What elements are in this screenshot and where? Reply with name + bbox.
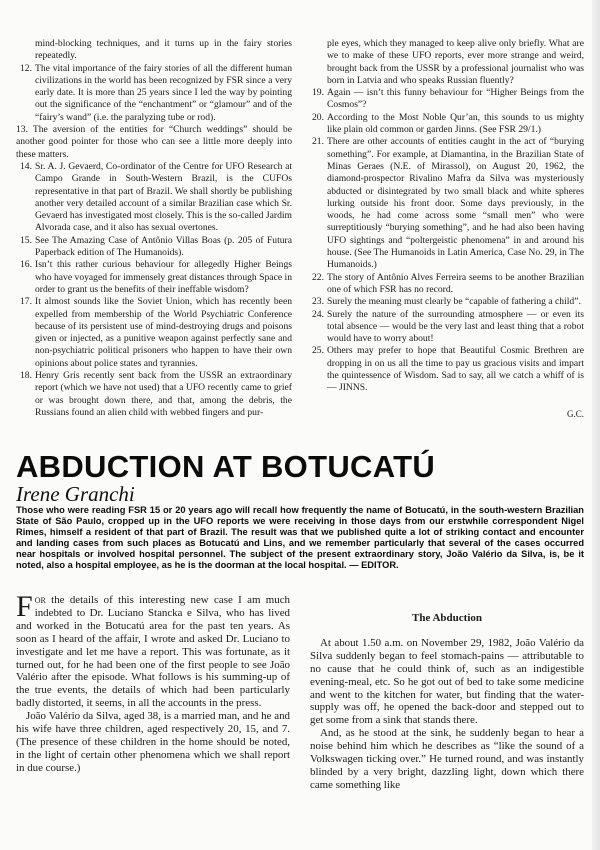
- footnote-continuation: mind-blocking techniques, and it turns up in the fairy stories repeatedly.: [35, 38, 292, 62]
- footnotes-signature: G.C.: [566, 408, 584, 419]
- footnote-15: 15. See The Amazing Case of Antônio Villas Boas (p. 205 of Futura Paperback edition of The Humanoids).: [20, 234, 292, 259]
- footnote-17: 17. It almost sounds like the Soviet Union, which has recently been expelled from membership of the World Psychiatric Conference because of its persistent use of mind-destroying drugs and poisons given or injected, as a punitive weapon against perfectly sane and non-psychiatric political prisoners who happen to have their own opinions about police states and tyrannies.: [20, 296, 292, 369]
- footnote-13: 13. The aversion of the entities for “Church weddings” should be another good pointer for those who can see a little more deeply into these matters.: [16, 124, 292, 160]
- article-author: Irene Granchi: [16, 482, 135, 506]
- page-edge-shadow: [592, 0, 600, 850]
- editor-intro: Those who were reading FSR 15 or 20 years ago will recall how frequently the name of Botucatú, in the south-western Brazilian State of São Paulo, cropped up in the UFO reports we were receiving in those days from our erstwhile correspondent Nigel Rimes, himself a resident of that part of Brazil. The result was that we published quite a lot of striking contact and encounter and landing cases from such places as Botucatú and Lins, and we remember particularly that several of the cases occurred near hospitals or involved hospital personnel. The subject of the present extraordinary story, João Valério da Silva, is, be it noted, also a hospital employee, as he is the doorman at the local hospital. — EDITOR.: [16, 505, 584, 571]
- footnotes-left-column: [16, 38, 292, 420]
- article-paragraph: João Valério da Silva, aged 38, is a married man, and he and his wife have three children, aged respectively 20, 15, and 7. (The presence of these children in the home should be noted, in the light of certain other phenomena which we shall report in due course.): [16, 710, 290, 774]
- footnote-21: 21. There are other accounts of entities caught in the act of “burying something”. For example, at Diamantina, in the Brazilian State of Minas Geraes (N.E. of Mirassol), on August 20, 1962, the diamond-prospector Rivalino Mafra da Silva was mysteriously abducted or disintegrated by two small black and white spheres lurking outside his front door. Some days previously, in the woods, he had come across some “small men” who were surreptitiously “burying something”, and he had also been having UFO sightings and “poltergeistic phenomena” in and around his house. (See The Humanoids in Latin America, Case No. 29, in The Humanoids.): [312, 136, 584, 271]
- footnote-19: 19. Again — isn’t this funny behaviour for “Higher Beings from the Cosmos”?: [312, 87, 584, 111]
- footnotes-section: [16, 38, 584, 420]
- article-left-column: [16, 590, 290, 792]
- footnote-16: 16. Isn’t this rather curious behaviour for allegedly Higher Beings who have voyaged for immensely great distances through Space in order to grant us the benefits of their ineffable wisdom?: [20, 259, 292, 295]
- footnotes-right-column: [308, 38, 584, 420]
- article-body: [16, 590, 584, 792]
- drop-cap: F: [16, 590, 33, 623]
- footnote-12: 12. The vital importance of the fairy stories of all the different human civilizations in the world has been recognized by FSR since a very early date. It is more than 25 years since I led the way by pointing out the significance of the “enchantment” or “glamour” and of the “fairy’s wand” (i.e. the paralyzing tube or rod).: [20, 62, 292, 123]
- footnote-continuation: ple eyes, which they managed to keep alive only briefly. What are we to make of these UFO reports, ever more strange and weird, brought back from the USSR by a professional journalist who was born in Latvia and who speaks Russian fluently?: [327, 38, 584, 86]
- article-right-column: [310, 594, 584, 792]
- footnote-24: 24. Surely the nature of the surrounding atmosphere — or even its total absence — would be the very last and least thing that a robot would have to worry about!: [312, 308, 584, 345]
- footnote-14: 14. Sr. A. J. Gevaerd, Co-ordinator of the Centre for UFO Research at Campo Grande in South-Western Brazil, is the CUFOs representative in that part of Brazil. We shall shortly be publishing another very detailed account of a similar Brazilian case which Sr. Gevaerd has investigated most closely. This is the so-called Jardim Alvorada case, and it also has sexual overtones.: [20, 160, 292, 234]
- footnote-18: 18. Henry Gris recently sent back from the USSR an extraordinary report (which we have not used) that a UFO recently came to grief or was brought down there, and that, among the debris, the Russians found an alien child with webbed fingers and pur-: [20, 370, 292, 418]
- article-paragraph: For the details of this interesting new case I am much indebted to Dr. Luciano Stancka e Silva, who has lived and worked in the Botucatú area for the past ten years. As soon as I heard of the affair, I wrote and asked Dr. Luciano to investigate and let me have a report. This was fortunate, as it turned out, for he had been one of the first people to see João Valério after the episode. What follows is his summing-up of the true events, the details of which had been particularly badly distorted, it seems, in all the accounts in the press.: [16, 590, 290, 710]
- footnote-20: 20. According to the Most Noble Qur’an, this sounds to us mighty like plain old common or garden Jinns. (See FSR 29/1.): [312, 111, 584, 136]
- footnote-25: 25. Others may prefer to hope that Beautiful Cosmic Brethren are dropping in on us all the time to pay us gracious visits and impart the quintessence of Wisdom. Sad to say, all we catch a whiff of is — JINNS.: [312, 345, 584, 394]
- section-subheading: The Abduction: [412, 612, 482, 624]
- footnote-23: 23. Surely the meaning must clearly be “capable of fathering a child”.: [312, 296, 581, 308]
- article-title: ABDUCTION AT BOTUCATÚ: [16, 449, 436, 484]
- article-paragraph: And, as he stood at the sink, he suddenly began to hear a noise behind him which he describes as “like the sound of a Volkswagen ticking over.” He turned round, and was instantly blinded by a very bright, dazzling light, down which there came something like: [310, 727, 584, 791]
- footnote-22: 22. The story of Antônio Alves Ferreira seems to be another Brazilian one of which FSR has no record.: [312, 271, 584, 295]
- article-paragraph: At about 1.50 a.m. on November 29, 1982, João Valério da Silva suddenly began to feel stomach-pains — attributable to no cause that he could think of, such as an indigestible evening-meal, etc. So he got out of bed to take some medicine and went to the kitchen for water, but finding that the water-supply was off, he opened the back-door and stepped out to get some from a sink that stands there.: [310, 636, 584, 727]
